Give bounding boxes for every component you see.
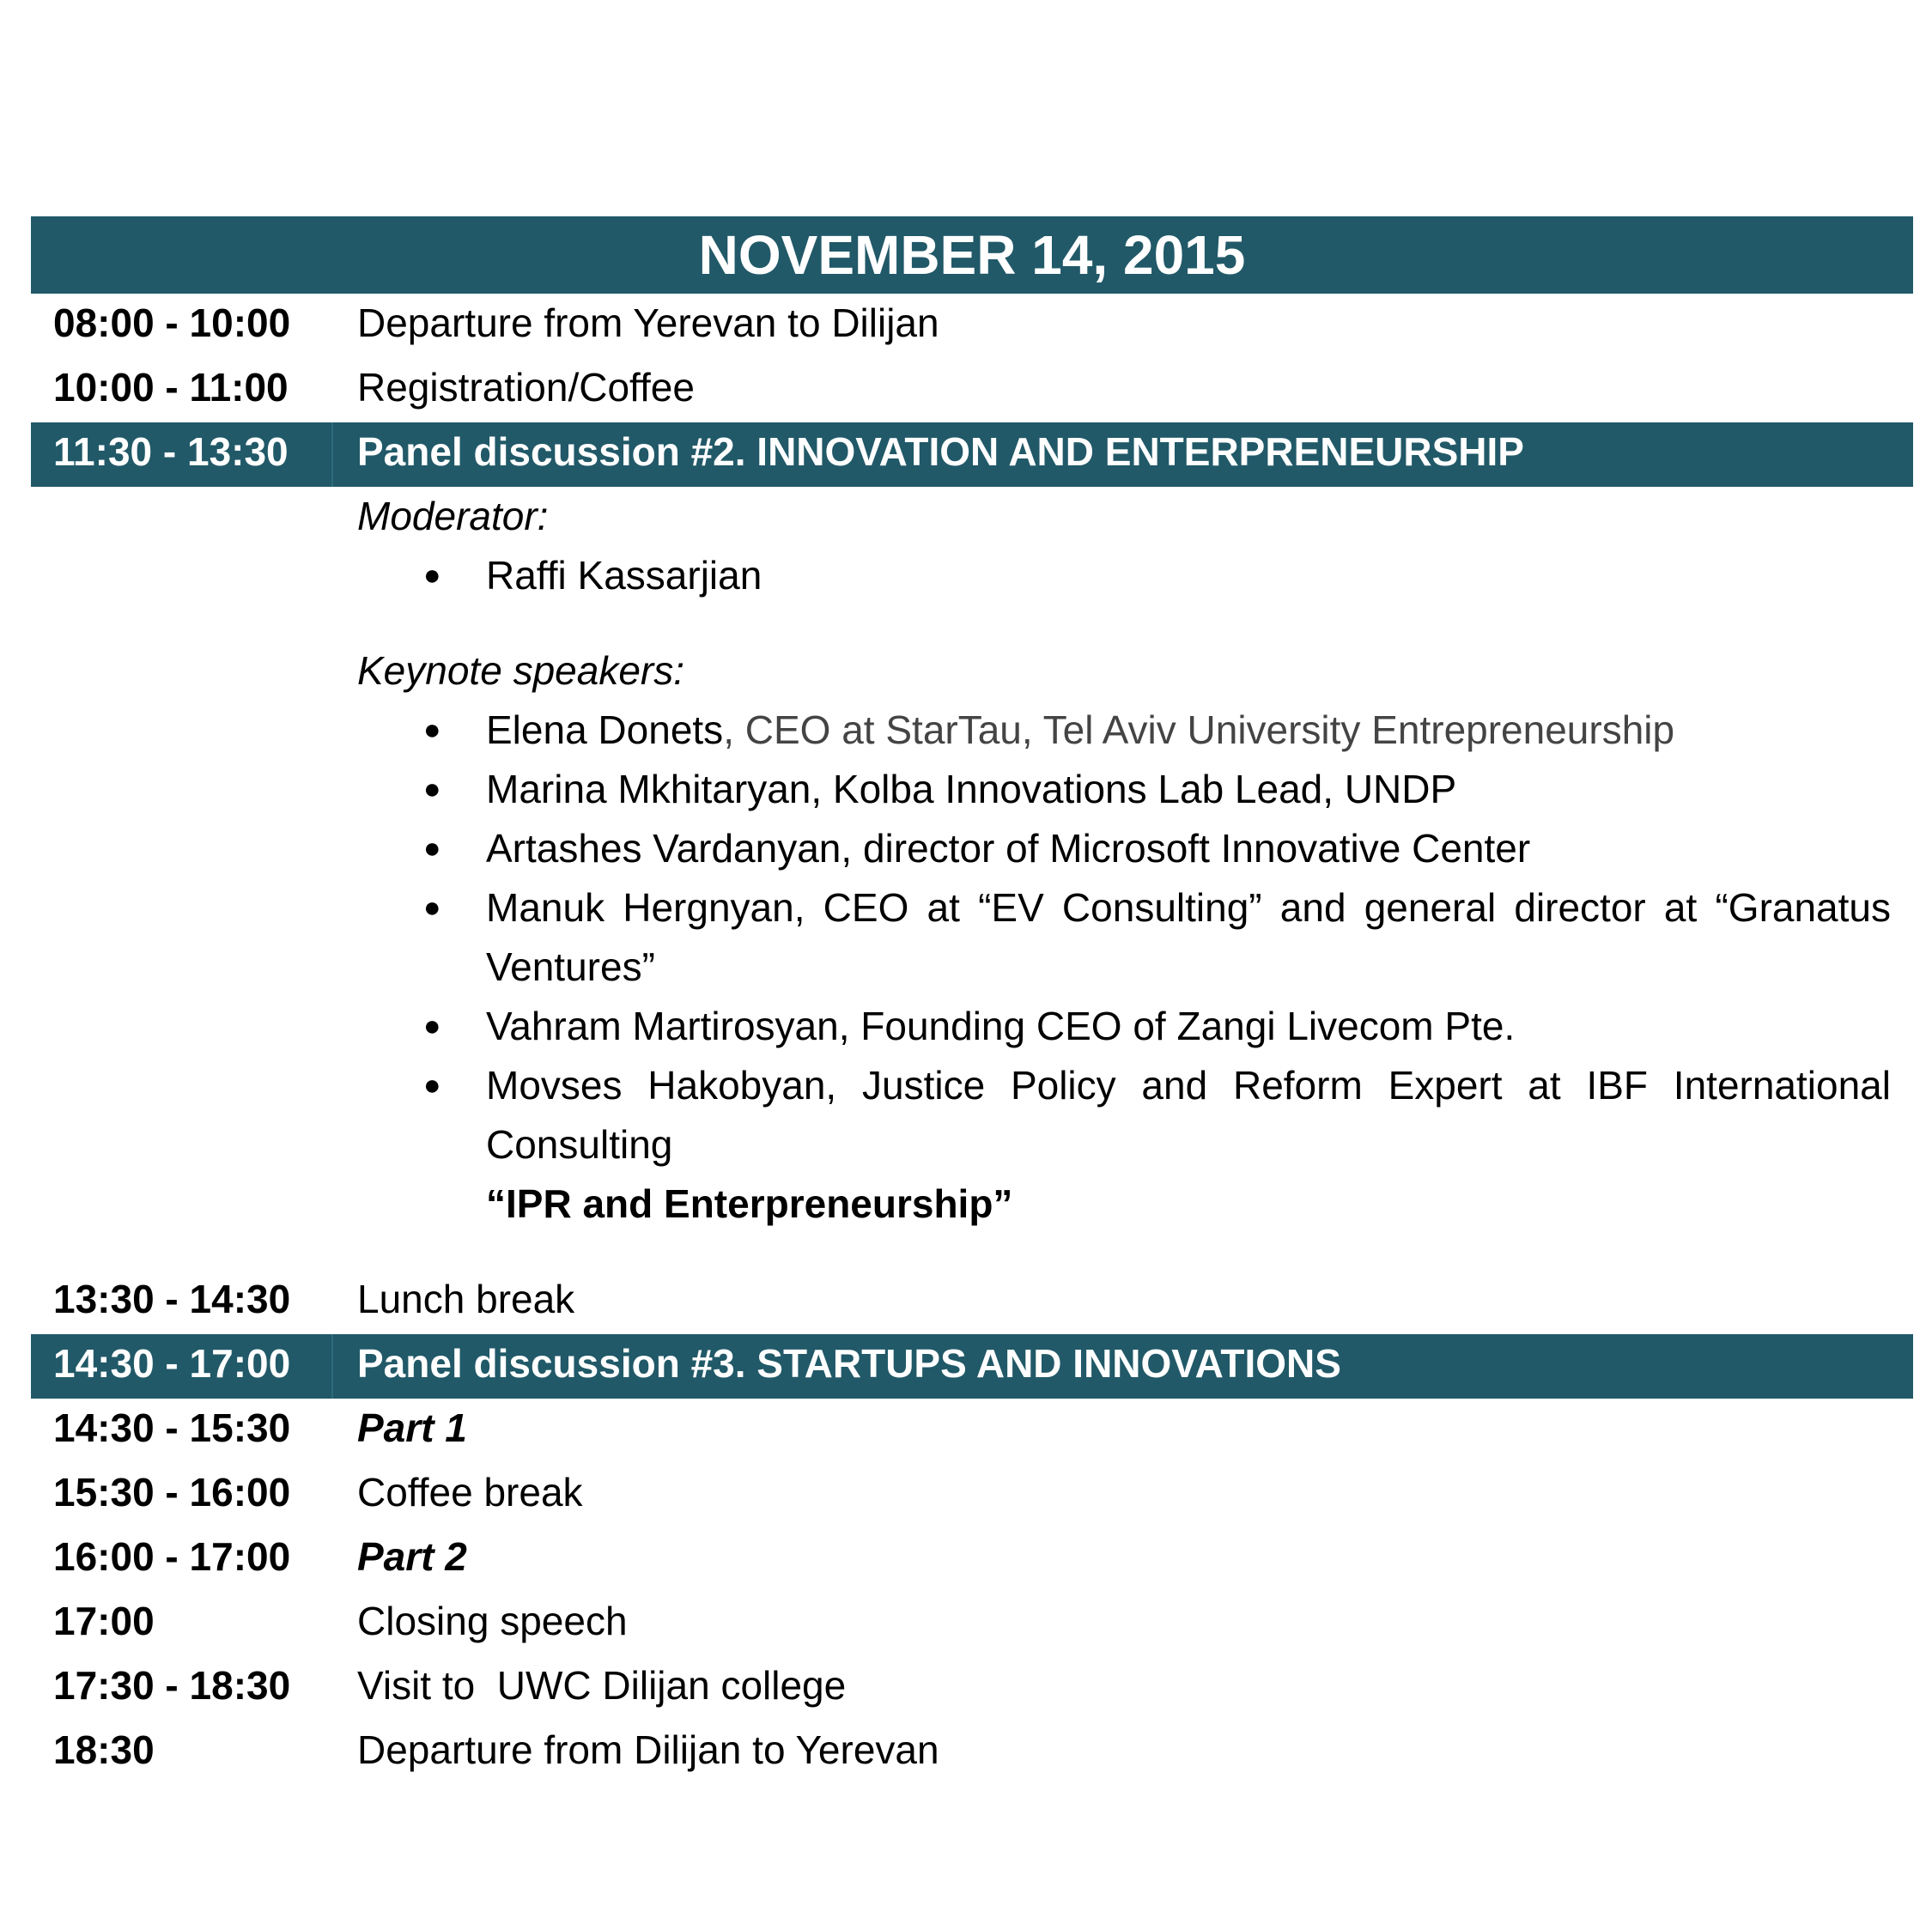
time-label: 08:00 - 10:00: [53, 300, 291, 345]
panel-title: Panel discussion #2. INNOVATION AND ENTERPRENEURSHIP: [357, 429, 1524, 474]
bullet-icon: ●: [423, 1010, 441, 1042]
bullet-icon: ●: [423, 1069, 441, 1102]
keynote-label: Keynote speakers:: [357, 648, 685, 693]
moderator-label: Moderator:: [357, 494, 549, 538]
speaker-name: Elena Donets: [486, 707, 724, 752]
speaker-name: Vahram Martirosyan, Founding CEO of Zangi Livecom Pte.: [486, 1004, 1516, 1048]
agenda-item-text: Departure from Dilijan to Yerevan: [357, 1727, 939, 1772]
list-item: [357, 1056, 1891, 1175]
time-label: 17:00: [53, 1599, 155, 1643]
list-item: ● Elena Donets, CEO at StarTau, Tel Aviv University Entrepreneurship: [357, 701, 1891, 760]
agenda: [31, 216, 1913, 1785]
panel-2-header: [31, 422, 1913, 487]
bullet-icon: ●: [423, 891, 441, 924]
agenda-item-text: Registration/Coffee: [357, 365, 695, 410]
panel-title: Panel discussion #3. STARTUPS AND INNOVATIONS: [357, 1341, 1341, 1386]
speaker-name: Marina Mkhitaryan, Kolba Innovations Lab Lead, UNDP: [486, 767, 1457, 811]
time-label: 13:30 - 14:30: [53, 1277, 291, 1321]
agenda-item-text: Lunch break: [357, 1277, 575, 1321]
panel-3-header: [31, 1334, 1913, 1399]
agenda-row-registration: [31, 358, 1913, 422]
time-label: 15:30 - 16:00: [53, 1470, 291, 1514]
moderator-list: [357, 546, 1891, 605]
speaker-name: Manuk Hergnyan, CEO at “EV Consulting” and general director at “Granatus Ventures”: [486, 885, 1891, 989]
agenda-row-return: [31, 1721, 1913, 1785]
time-label: 16:00 - 17:00: [53, 1534, 291, 1579]
list-item: [357, 878, 1891, 997]
agenda-row-closing: [31, 1592, 1913, 1656]
agenda-row-part1: [31, 1399, 1913, 1463]
agenda-item-text: Visit to UWC Dilijan college: [357, 1663, 847, 1708]
bullet-icon: ●: [423, 559, 441, 592]
agenda-item-text: Coffee break: [357, 1470, 583, 1514]
moderator-name: Raffi Kassarjian: [486, 553, 762, 598]
agenda-row-part2: [31, 1527, 1913, 1592]
time-label: 10:00 - 11:00: [53, 365, 289, 410]
speaker-name: Movses Hakobyan, Justice Policy and Reform Expert at IBF International Consulting: [486, 1063, 1891, 1167]
time-label: 14:30 - 17:00: [31, 1334, 333, 1399]
panel-2-details: [31, 487, 1913, 1270]
time-label: 14:30 - 15:30: [53, 1405, 291, 1450]
bullet-icon: ●: [423, 713, 441, 746]
list-item: [357, 760, 1891, 819]
agenda-item-text: Closing speech: [357, 1599, 628, 1643]
speaker-list: [357, 701, 1891, 1175]
bullet-icon: ●: [423, 773, 441, 805]
talk-title: “IPR and Enterpreneurship”: [486, 1181, 1013, 1226]
agenda-item-text: Departure from Yerevan to Dilijan: [357, 300, 939, 345]
list-item: [357, 997, 1891, 1056]
time-label: 17:30 - 18:30: [53, 1663, 291, 1708]
speaker-role: CEO at StarTau, Tel Aviv University Entrepreneurship: [744, 707, 1675, 752]
agenda-item-text: Part 2: [357, 1534, 467, 1579]
agenda-row-visit: [31, 1656, 1913, 1721]
agenda-row-coffee: [31, 1463, 1913, 1527]
speaker-name: Artashes Vardanyan, director of Microsoft Innovative Center: [486, 826, 1531, 871]
bullet-icon: ●: [423, 832, 441, 865]
list-item: [357, 546, 1891, 605]
date-banner: NOVEMBER 14, 2015: [31, 216, 1913, 294]
time-label: 18:30: [53, 1727, 155, 1772]
list-item: [357, 819, 1891, 878]
agenda-row-departure: [31, 294, 1913, 358]
agenda-row-lunch: [31, 1270, 1913, 1334]
time-label: 11:30 - 13:30: [31, 422, 333, 487]
agenda-item-text: Part 1: [357, 1405, 467, 1450]
